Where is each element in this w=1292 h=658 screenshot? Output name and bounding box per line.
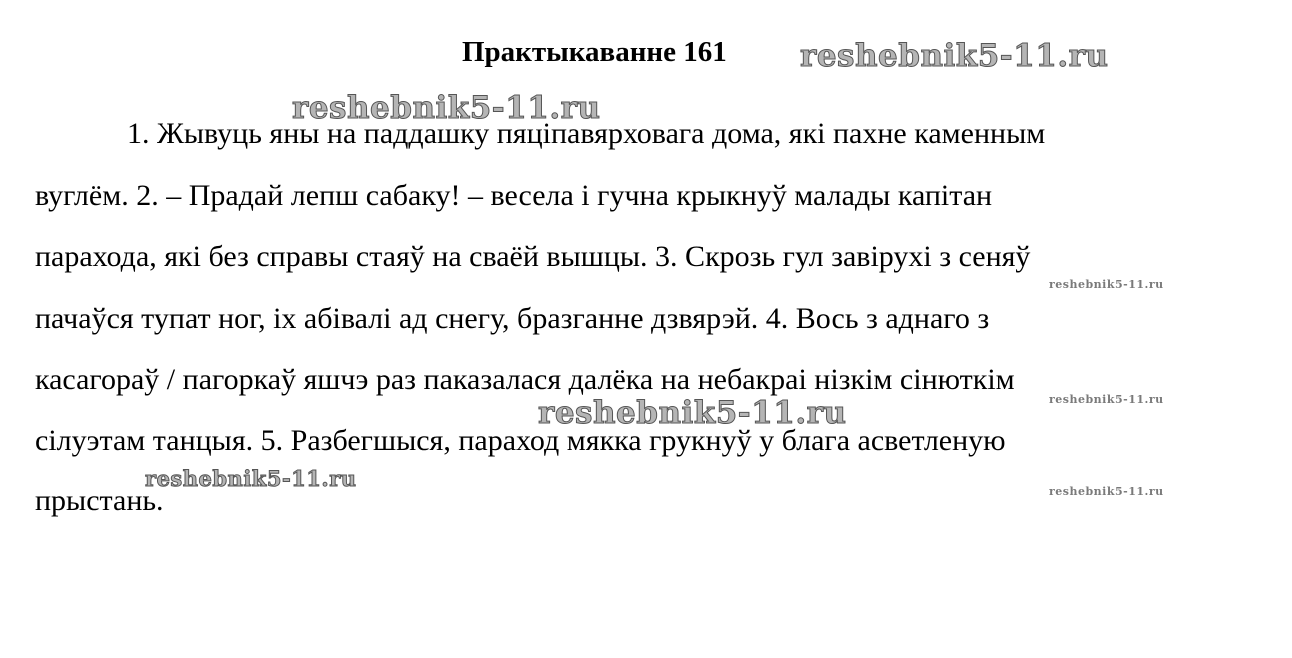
watermark: reshebnik5-11.ru (1049, 485, 1164, 498)
exercise-title: Практыкаванне 161 (462, 36, 727, 68)
text-line-1: 1. Жывуць яны на паддашку пяціпавярховага дома, які пахне каменным (127, 117, 1046, 150)
text-line-2: вуглём. 2. – Прадай лепш сабаку! – весела і гучна крыкнуў малады капітан (35, 179, 993, 212)
watermark: reshebnik5-11.ru (292, 90, 601, 126)
text-line-3: парахода, які без справы стаяў на сваёй вышцы. 3. Скрозь гул завірухі з сеняў (35, 240, 1031, 273)
text-line-5: касагораў / пагоркаў яшчэ раз паказалася далёка на небакраі нізкім сінюткім (35, 363, 1015, 396)
watermark: reshebnik5-11.ru (538, 395, 847, 431)
text-line-6: сілуэтам танцыя. 5. Разбегшыся, параход мякка грукнуў у блага асветленую (35, 424, 1006, 457)
watermark: reshebnik5-11.ru (1049, 278, 1164, 291)
watermark: reshebnik5-11.ru (145, 466, 357, 491)
text-line-7: прыстань. (35, 484, 164, 517)
watermark: reshebnik5-11.ru (800, 38, 1109, 74)
watermark: reshebnik5-11.ru (1049, 393, 1164, 406)
text-line-4: пачаўся тупат ног, іх абівалі ад снегу, бразганне дзвярэй. 4. Вось з аднаго з (35, 302, 990, 335)
